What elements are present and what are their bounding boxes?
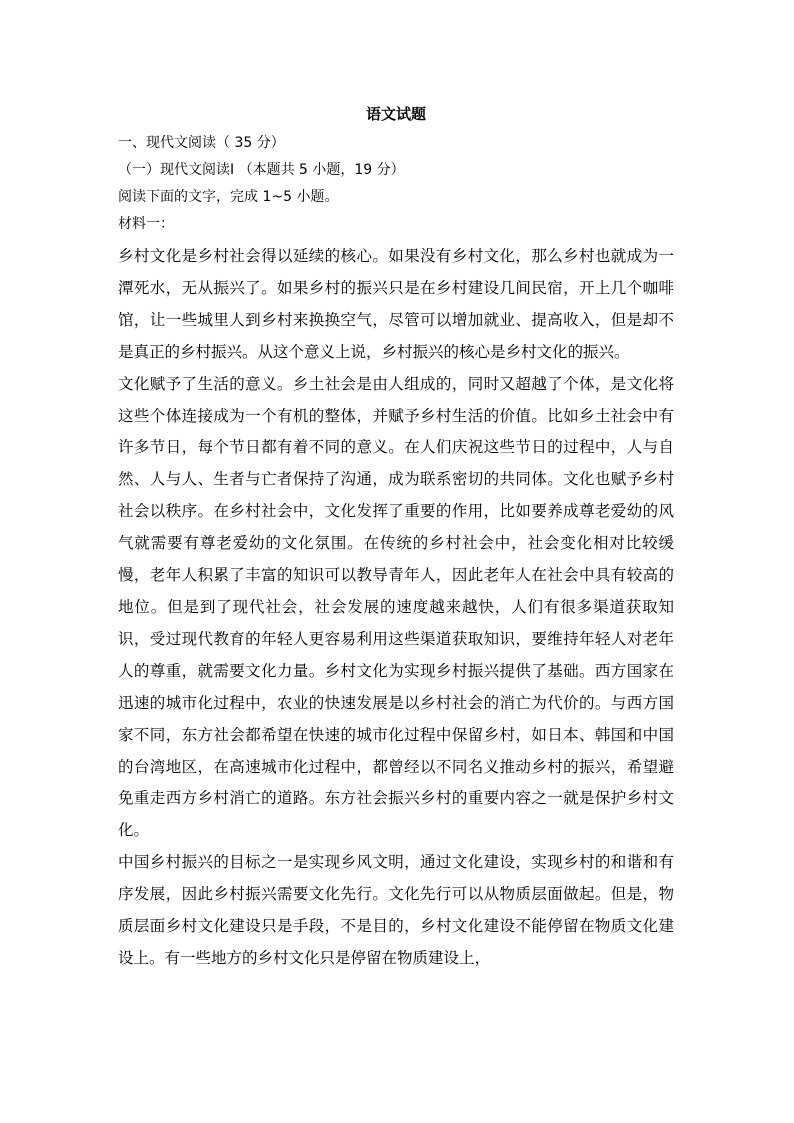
paragraph-3: 中国乡村振兴的目标之一是实现乡风文明，通过文化建设，实现乡村的和谐和有序发展，因此乡村振兴需要文化先行。文化先行可以从物质层面做起。但是，物质层面乡村文化建设只是手段，不是目的，乡村文化建设不能停留在物质文化建设上。有一些地方的乡村文化只是停留在物质建设上， [118, 853, 674, 967]
material-label: 材料一： [118, 216, 174, 232]
instruction-text: 阅读下面的文字，完成 1~5 小题。 [118, 189, 339, 205]
section-heading: 一、现代文阅读（ 35 分） [118, 135, 285, 151]
paragraph-2: 文化赋予了生活的意义。乡土社会是由人组成的，同时又超越了个体，是文化将这些个体连接成为一个有机的整体，并赋予乡村生活的价值。比如乡土社会中有许多节日，每个节日都有着不同的意义。在人们庆祝这些节日的过程中，人与自然、人与人、生者与亡者保持了沟通，成为联系密切的共同体。文化也赋予乡村社会以秩序。在乡村社会中，文化发挥了重要的作用，比如要养成尊老爱幼的风气就需要有尊老爱幼的文化氛围。在传统的乡村社会中，社会变化相对比较缓慢，老年人积累了丰富的知识可以教导青年人，因此老年人在社会中具有较高的地位。但是到了现代社会，社会发展的速度越来越快，人们有很多渠道获取知识，受过现代教育的年轻人更容易利用这些渠道获取知识，要维持年轻人对老年人的尊重，就需要文化力量。乡村文化为实现乡村振兴提供了基础。西方国家在迅速的城市化过程中，农业的快速发展是以乡村社会的消亡为代价的。与西方国家不同，东方社会都希望在快速的城市化过程中保留乡村，如日本、韩国和中国的台湾地区，在高速城市化过程中，都曾经以不同名义推动乡村的振兴，希望避免重走西方乡村消亡的道路。东方社会振兴乡村的重要内容之一就是保护乡村文化。 [118, 374, 674, 840]
paragraph-1: 乡村文化是乡村社会得以延续的核心。如果没有乡村文化，那么乡村也就成为一潭死水，无从振兴了。如果乡村的振兴只是在乡村建设几间民宿，开上几个咖啡馆，让一些城里人到乡村来换换空气，尽管可以增加就业、提高收入，但是却不是真正的乡村振兴。从这个意义上说，乡村振兴的核心是乡村文化的振兴。 [118, 247, 674, 361]
exam-page [118, 100, 674, 975]
exam-title: 语文试题 [365, 105, 426, 123]
subsection-heading: （一）现代文阅读Ⅰ （本题共 5 小题，19 分） [118, 162, 405, 178]
